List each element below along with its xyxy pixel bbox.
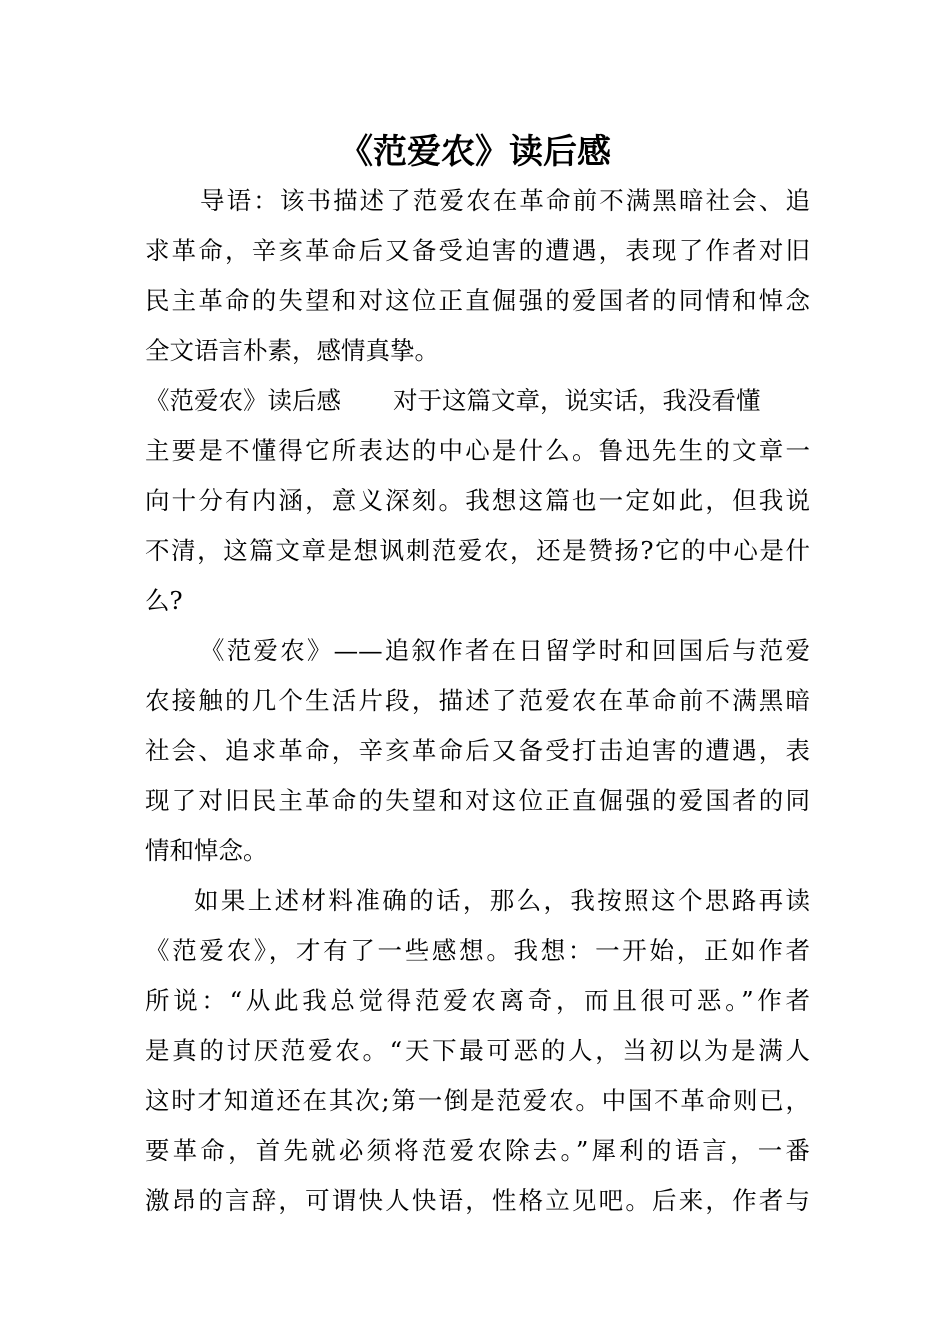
paragraph-line: 求革命，辛亥革命后又备受迫害的遭遇，表现了作者对旧: [145, 236, 810, 265]
paragraph-line: 《范爱农》，才有了一些感想。我想：一开始，正如作者: [145, 936, 810, 965]
paragraph-line: 是真的讨厌范爱农。“天下最可恶的人，当初以为是满人: [145, 1036, 810, 1065]
paragraph-line: 所说：“从此我总觉得范爱农离奇，而且很可恶。”作者: [145, 986, 810, 1015]
paragraph-line: 《范爱农》——追叙作者在日留学时和回国后与范爱: [200, 636, 810, 665]
paragraph-line: 激昂的言辞，可谓快人快语，性格立见吧。后来，作者与: [145, 1186, 810, 1215]
paragraph-text: 对于这篇文章，说实话，我没看懂: [393, 386, 761, 415]
inline-subheading: 《范爱农》读后感: [145, 386, 341, 415]
paragraph-line: 要革命，首先就必须将范爱农除去。”犀利的语言，一番: [145, 1136, 810, 1165]
paragraph-line: 民主革命的失望和对这位正直倔强的爱国者的同情和悼念: [145, 286, 810, 315]
paragraph-line: 主要是不懂得它所表达的中心是什么。鲁迅先生的文章一: [145, 436, 810, 465]
paragraph-line: 情和悼念。: [145, 836, 268, 865]
paragraph-line: 全文语言朴素，感情真挚。: [145, 336, 439, 365]
paragraph-line: 如果上述材料准确的话，那么，我按照这个思路再读: [194, 886, 810, 915]
paragraph-line: 这时才知道还在其次;第一倒是范爱农。中国不革命则已，: [145, 1086, 810, 1115]
document-title: 《范爱农》读后感: [339, 132, 611, 172]
paragraph-line: 导语：该书描述了范爱农在革命前不满黑暗社会、追: [200, 186, 810, 215]
paragraph-line: 社会、追求革命，辛亥革命后又备受打击迫害的遭遇，表: [145, 736, 810, 765]
paragraph-line: 现了对旧民主革命的失望和对这位正直倔强的爱国者的同: [145, 786, 810, 815]
paragraph-line: 不清，这篇文章是想讽刺范爱农，还是赞扬?它的中心是什: [145, 536, 810, 565]
paragraph-line: 农接触的几个生活片段，描述了范爱农在革命前不满黑暗: [145, 686, 810, 715]
paragraph-line-with-heading: [145, 376, 810, 426]
paragraph-line: 向十分有内涵，意义深刻。我想这篇也一定如此，但我说: [145, 486, 810, 515]
paragraph-line: 么?: [145, 586, 183, 615]
